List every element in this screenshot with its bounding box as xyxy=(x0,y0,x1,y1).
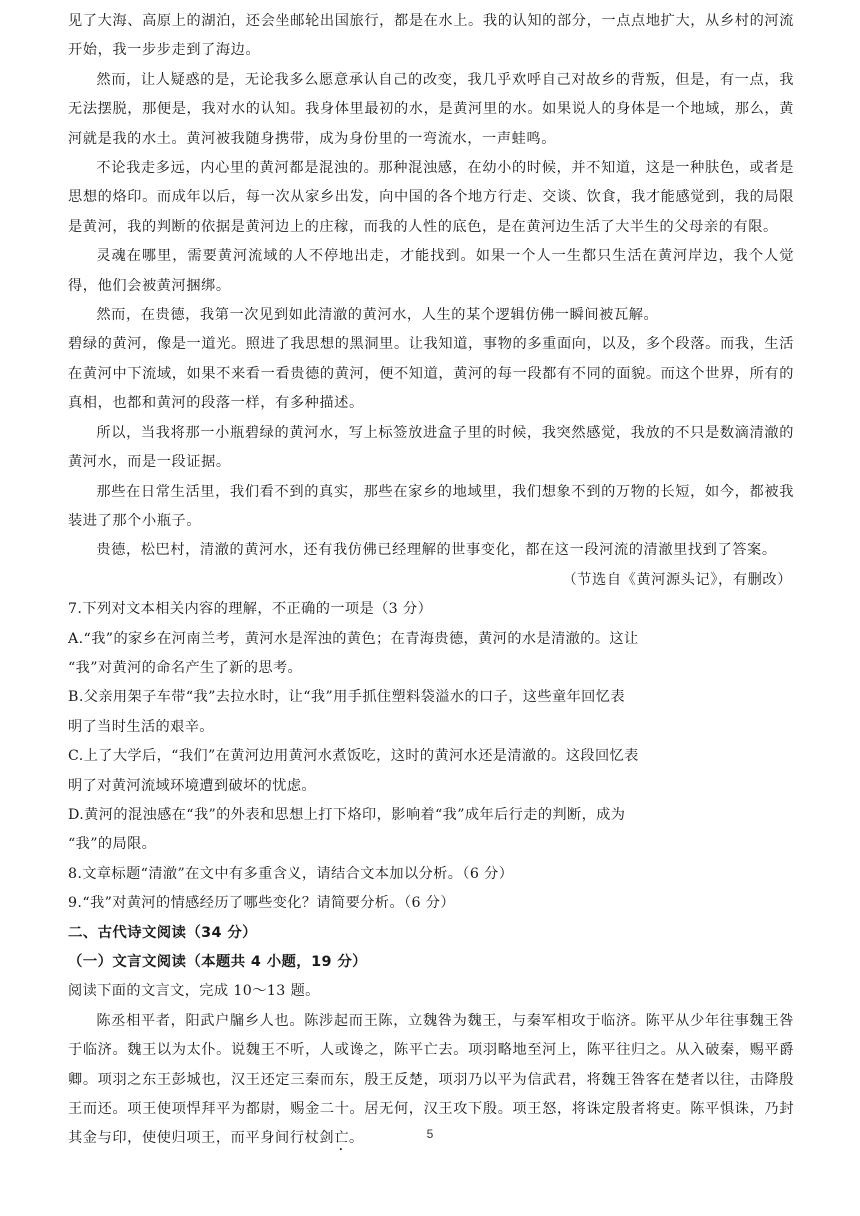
option-a: A.“我”的家乡在河南兰考，黄河水是浑浊的黄色；在青海贵德，黄河的水是清澈的。这让 xyxy=(68,630,639,647)
classical-text-emphasized: 亡。 xyxy=(334,1130,364,1147)
option-c-cont: 明了对黄河流域环境遭到破坏的忧虑。 xyxy=(68,777,316,794)
option-b-cont: 明了当时生活的艰辛。 xyxy=(68,718,214,735)
passage-paragraph: 碧绿的黄河，像是一道光。照进了我思想的黑洞里。让我知道，事物的多重面向，以及，多个段落。而我，生活在黄河中下流域，如果不来看一看贵德的黄河，便不知道，黄河的每一段都有不同的面貌。而这个世界，所有的真相，也都和黄河的段落一样，有多种描述。 xyxy=(68,336,794,412)
page-body xyxy=(68,0,794,1154)
section-heading: 二、古代诗文阅读（34 分） xyxy=(68,924,257,941)
page-number: 5 xyxy=(426,1127,434,1141)
option-d-cont: “我”的局限。 xyxy=(68,836,157,853)
question-8: 8.文章标题“清澈”在文中有多重含义，请结合文本加以分析。（6 分） xyxy=(68,865,514,882)
subsection-heading: （一）文言文阅读（本题共 4 小题，19 分） xyxy=(68,954,367,970)
passage-paragraph: 灵魂在哪里，需要黄河流域的人不停地出走，才能找到。如果一个人一生都只生活在黄河岸边，我个人觉得，他们会被黄河捆绑。 xyxy=(68,248,794,294)
question-9: 9.“我”对黄河的情感经历了哪些变化？请简要分析。（6 分） xyxy=(68,895,455,912)
option-d: D.黄河的混浊感在“我”的外表和思想上打下烙印，影响着“我”成年后行走的判断，成为 xyxy=(68,806,626,823)
reading-instruction: 阅读下面的文言文，完成 10～13 题。 xyxy=(68,983,320,1000)
option-c: C.上了大学后，“我们”在黄河边用黄河水煮饭吃，这时的黄河水还是清澈的。这段回忆表 xyxy=(68,748,639,765)
question-7: 7.下列对文本相关内容的理解，不正确的一项是（3 分） xyxy=(68,601,433,618)
passage-source: （节选自《黄河源头记》，有删改） xyxy=(562,571,792,588)
option-a-cont: “我”对黄河的命名产生了新的思考。 xyxy=(68,659,303,676)
passage-paragraph: 不论我走多远，内心里的黄河都是混浊的。那种混浊感，在幼小的时候，并不知道，这是一种肤色，或者是思想的烙印。而成年以后，每一次从家乡出发，向中国的各个地方行走、交谈、饮食，我才能感觉到，我的局限是黄河，我的判断的依据是黄河边上的庄稼，而我的人性的底色，是在黄河边生活了大半生的父母亲的有限。 xyxy=(68,160,794,235)
passage-paragraph: 贵德，松巴村，清澈的黄河水，还有我仿佛已经理解的世事变化，都在这一段河流的清澈里找到了答案。 xyxy=(96,542,777,559)
passage-paragraph: 然而，在贵德，我第一次见到如此清澈的黄河水，人生的某个逻辑仿佛一瞬间被瓦解。 xyxy=(96,307,659,324)
passage-paragraph: 见了大海、高原上的湖泊，还会坐邮轮出国旅行，都是在水上。我的认知的部分，一点点地扩大，从乡村的河流开始，我一步步走到了海边。 xyxy=(68,13,794,59)
passage-paragraph: 然而，让人疑惑的是，无论我多么愿意承认自己的改变，我几乎欢呼自己对故乡的背叛，但是，有一点，我无法摆脱，那便是，我对水的认知。我身体里最初的水，是黄河里的水。如果说人的身体是一个地域，那么，黄河就是我的水土。黄河被我随身携带，成为身份里的一弯流水，一声蛙鸣。 xyxy=(68,71,794,147)
classical-text-main: 陈丞相平者，阳武户牖乡人也。陈涉起而王陈，立魏咎为魏王，与秦军相攻于临济。陈平从少年往事魏王咎于临济。魏王以为太仆。说魏王不听，人或谗之，陈平亡去。项羽略地至河上，陈平往归之。从入破秦，赐平爵卿。项羽之东王彭城也，汉王还定三秦而东，殷王反楚，项羽乃以平为信武君，将魏王咎客在楚者以往，击降殷王而还。项王使项悍拜平为都尉，赐金二十。居无何，汉王攻下殷。项王怒，将诛定殷者将吏。陈平惧诛，乃封其金与印，使使归项王，而平身间行杖剑 xyxy=(68,1012,794,1147)
passage-paragraph: 所以，当我将那一小瓶碧绿的黄河水，写上标签放进盒子里的时候，我突然感觉，我放的不只是数滴清澈的黄河水，而是一段证据。 xyxy=(68,424,794,471)
option-b: B.父亲用架子车带“我”去拉水时，让“我”用手抓住塑料袋溢水的口子，这些童年回忆表 xyxy=(68,689,625,706)
passage-paragraph: 那些在日常生活里，我们看不到的真实，那些在家乡的地域里，我们想象不到的万物的长短，如今，都被我装进了那个小瓶子。 xyxy=(68,483,794,529)
